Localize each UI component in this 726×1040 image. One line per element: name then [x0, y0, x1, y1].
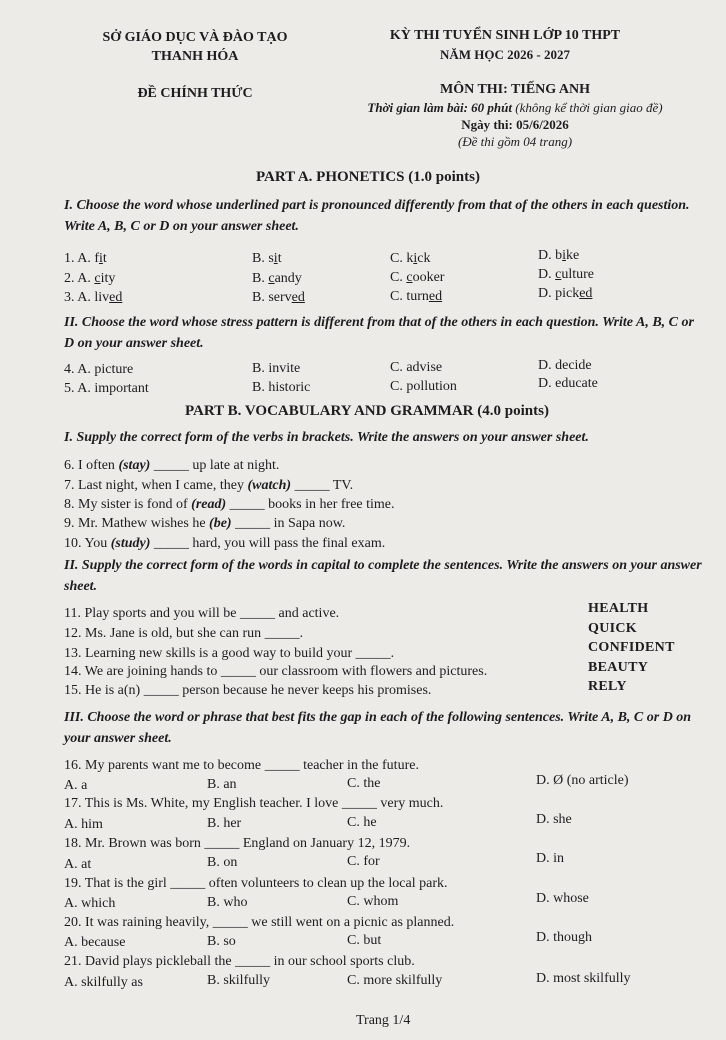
question-17-option-c: C. he: [347, 815, 377, 830]
question-5-option-b: B. historic: [252, 380, 311, 395]
question-17-option-b: B. her: [207, 816, 242, 831]
question-18-option-a: A. at: [64, 857, 92, 872]
province-name: THANH HÓA: [151, 49, 239, 64]
question-21: 21. David plays pickleball the _____ in our school sports club.: [64, 954, 415, 969]
question-17-option-d: D. she: [536, 812, 572, 827]
time-line: [334, 100, 696, 116]
question-19-option-b: B. who: [207, 895, 248, 910]
question-5-option-d: D. educate: [538, 376, 598, 391]
part-b-title: PART B. VOCABULARY AND GRAMMAR (4.0 points): [185, 403, 549, 419]
question-3-option-d: D. picked: [538, 286, 593, 301]
question-18-option-c: C. for: [347, 854, 380, 869]
question-12: 12. Ms. Jane is old, but she can run _____.: [64, 626, 304, 641]
question-21-option-d: D. most skilfully: [536, 971, 631, 986]
question-11: 11. Play sports and you will be _____ and active.: [64, 606, 340, 621]
question-9: 9. Mr. Mathew wishes he (be) _____ in Sapa now.: [64, 516, 346, 531]
page-count: (Đề thi gồm 04 trang): [457, 134, 573, 149]
question-11-word: HEALTH: [588, 601, 649, 616]
page-number: Trang 1/4: [356, 1013, 411, 1028]
question-18: 18. Mr. Brown was born _____ England on January 12, 1979.: [64, 836, 411, 851]
part-a-section-2-instructions: II. Choose the word whose stress pattern is different from that of the others in each question. Write A, B, C or D on your answer sheet.: [64, 315, 694, 351]
question-16-option-d: D. Ø (no article): [536, 773, 629, 788]
part-b-section-2-instructions: II. Supply the correct form of the words in capital to complete the sentences. Write the answers on your answer sheet.: [64, 558, 702, 594]
question-21-option-b: B. skilfully: [207, 973, 271, 988]
question-19-option-c: C. whom: [347, 894, 399, 909]
question-2-option-a: 2. A. city: [64, 271, 116, 286]
part-a-title: PART A. PHONETICS (1.0 points): [256, 169, 480, 185]
part-b-section-3-instructions: III. Choose the word or phrase that best fits the gap in each of the following sentences. Write A, B, C or D on your answer sheet.: [64, 710, 692, 746]
question-20-option-b: B. so: [207, 934, 236, 949]
question-19: 19. That is the girl _____ often volunteers to clean up the local park.: [64, 876, 448, 891]
question-20-option-d: D. though: [536, 930, 592, 945]
part-b-section-1-instructions: I. Supply the correct form of the verbs in brackets. Write the answers on your answer sheet.: [64, 430, 589, 445]
question-19-option-d: D. whose: [536, 891, 589, 906]
question-3-option-c: C. turned: [390, 289, 443, 304]
question-3-option-b: B. served: [252, 290, 305, 305]
question-20: 20. It was raining heavily, _____ we still went on a picnic as planned.: [64, 915, 455, 930]
official-label: ĐỀ CHÍNH THỨC: [137, 86, 253, 101]
question-2-option-c: C. cooker: [390, 270, 445, 285]
question-1-option-a: 1. A. fit: [64, 251, 107, 266]
question-5-option-a: 5. A. important: [64, 381, 149, 396]
question-8: 8. My sister is fond of (read) _____ books in her free time.: [64, 497, 395, 512]
question-10: 10. You (study) _____ hard, you will pass the final exam.: [64, 536, 386, 551]
school-year: NĂM HỌC 2026 - 2027: [440, 47, 570, 62]
question-7: 7. Last night, when I came, they (watch) _____ TV.: [64, 478, 354, 493]
question-2-option-d: D. culture: [538, 267, 594, 282]
question-17: 17. This is Ms. White, my English teacher. I love _____ very much.: [64, 796, 444, 811]
question-14: 14. We are joining hands to _____ our classroom with flowers and pictures.: [64, 664, 488, 679]
question-1-option-c: C. kick: [390, 251, 431, 266]
question-18-option-b: B. on: [207, 855, 238, 870]
question-17-option-a: A. him: [64, 817, 103, 832]
question-1-option-d: D. bike: [538, 248, 580, 263]
question-4-option-d: D. decide: [538, 358, 592, 373]
question-20-option-a: A. because: [64, 935, 126, 950]
question-21-option-c: C. more skilfully: [347, 973, 443, 988]
time-note: (không kể thời gian giao đề): [515, 100, 663, 115]
question-15-word: RELY: [588, 679, 627, 694]
question-5-option-c: C. pollution: [390, 379, 457, 394]
question-20-option-c: C. but: [347, 933, 382, 948]
question-13-word: CONFIDENT: [588, 640, 675, 655]
question-21-option-a: A. skilfully as: [64, 975, 143, 990]
exam-title: KỲ THI TUYỂN SINH LỚP 10 THPT: [389, 28, 621, 43]
question-2-option-b: B. candy: [252, 271, 302, 286]
question-16-option-c: C. the: [347, 776, 381, 791]
question-16: 16. My parents want me to become _____ teacher in the future.: [64, 758, 419, 773]
exam-date: Ngày thi: 05/6/2026: [461, 117, 569, 132]
question-4-option-b: B. invite: [252, 361, 301, 376]
part-a-section-1-instructions: I. Choose the word whose underlined part is pronounced differently from that of the others in each question. Write A, B, C or D on your answer sheet.: [64, 198, 690, 234]
question-1-option-b: B. sit: [252, 251, 282, 266]
question-19-option-a: A. which: [64, 896, 116, 911]
time-label: Thời gian làm bài: 60 phút: [367, 100, 512, 115]
question-4-option-c: C. advise: [390, 360, 443, 375]
department-name: SỞ GIÁO DỤC VÀ ĐÀO TẠO: [102, 30, 288, 45]
question-14-word: BEAUTY: [588, 660, 649, 675]
subject-title: MÔN THI: TIẾNG ANH: [439, 82, 590, 97]
question-13: 13. Learning new skills is a good way to build your _____.: [64, 646, 395, 661]
question-18-option-d: D. in: [536, 851, 564, 866]
question-12-word: QUICK: [588, 621, 637, 636]
question-16-option-a: A. a: [64, 778, 88, 793]
question-6: 6. I often (stay) _____ up late at night.: [64, 458, 280, 473]
question-3-option-a: 3. A. lived: [64, 290, 123, 305]
question-4-option-a: 4. A. picture: [64, 362, 134, 377]
question-16-option-b: B. an: [207, 777, 237, 792]
question-15: 15. He is a(n) _____ person because he never keeps his promises.: [64, 683, 432, 698]
